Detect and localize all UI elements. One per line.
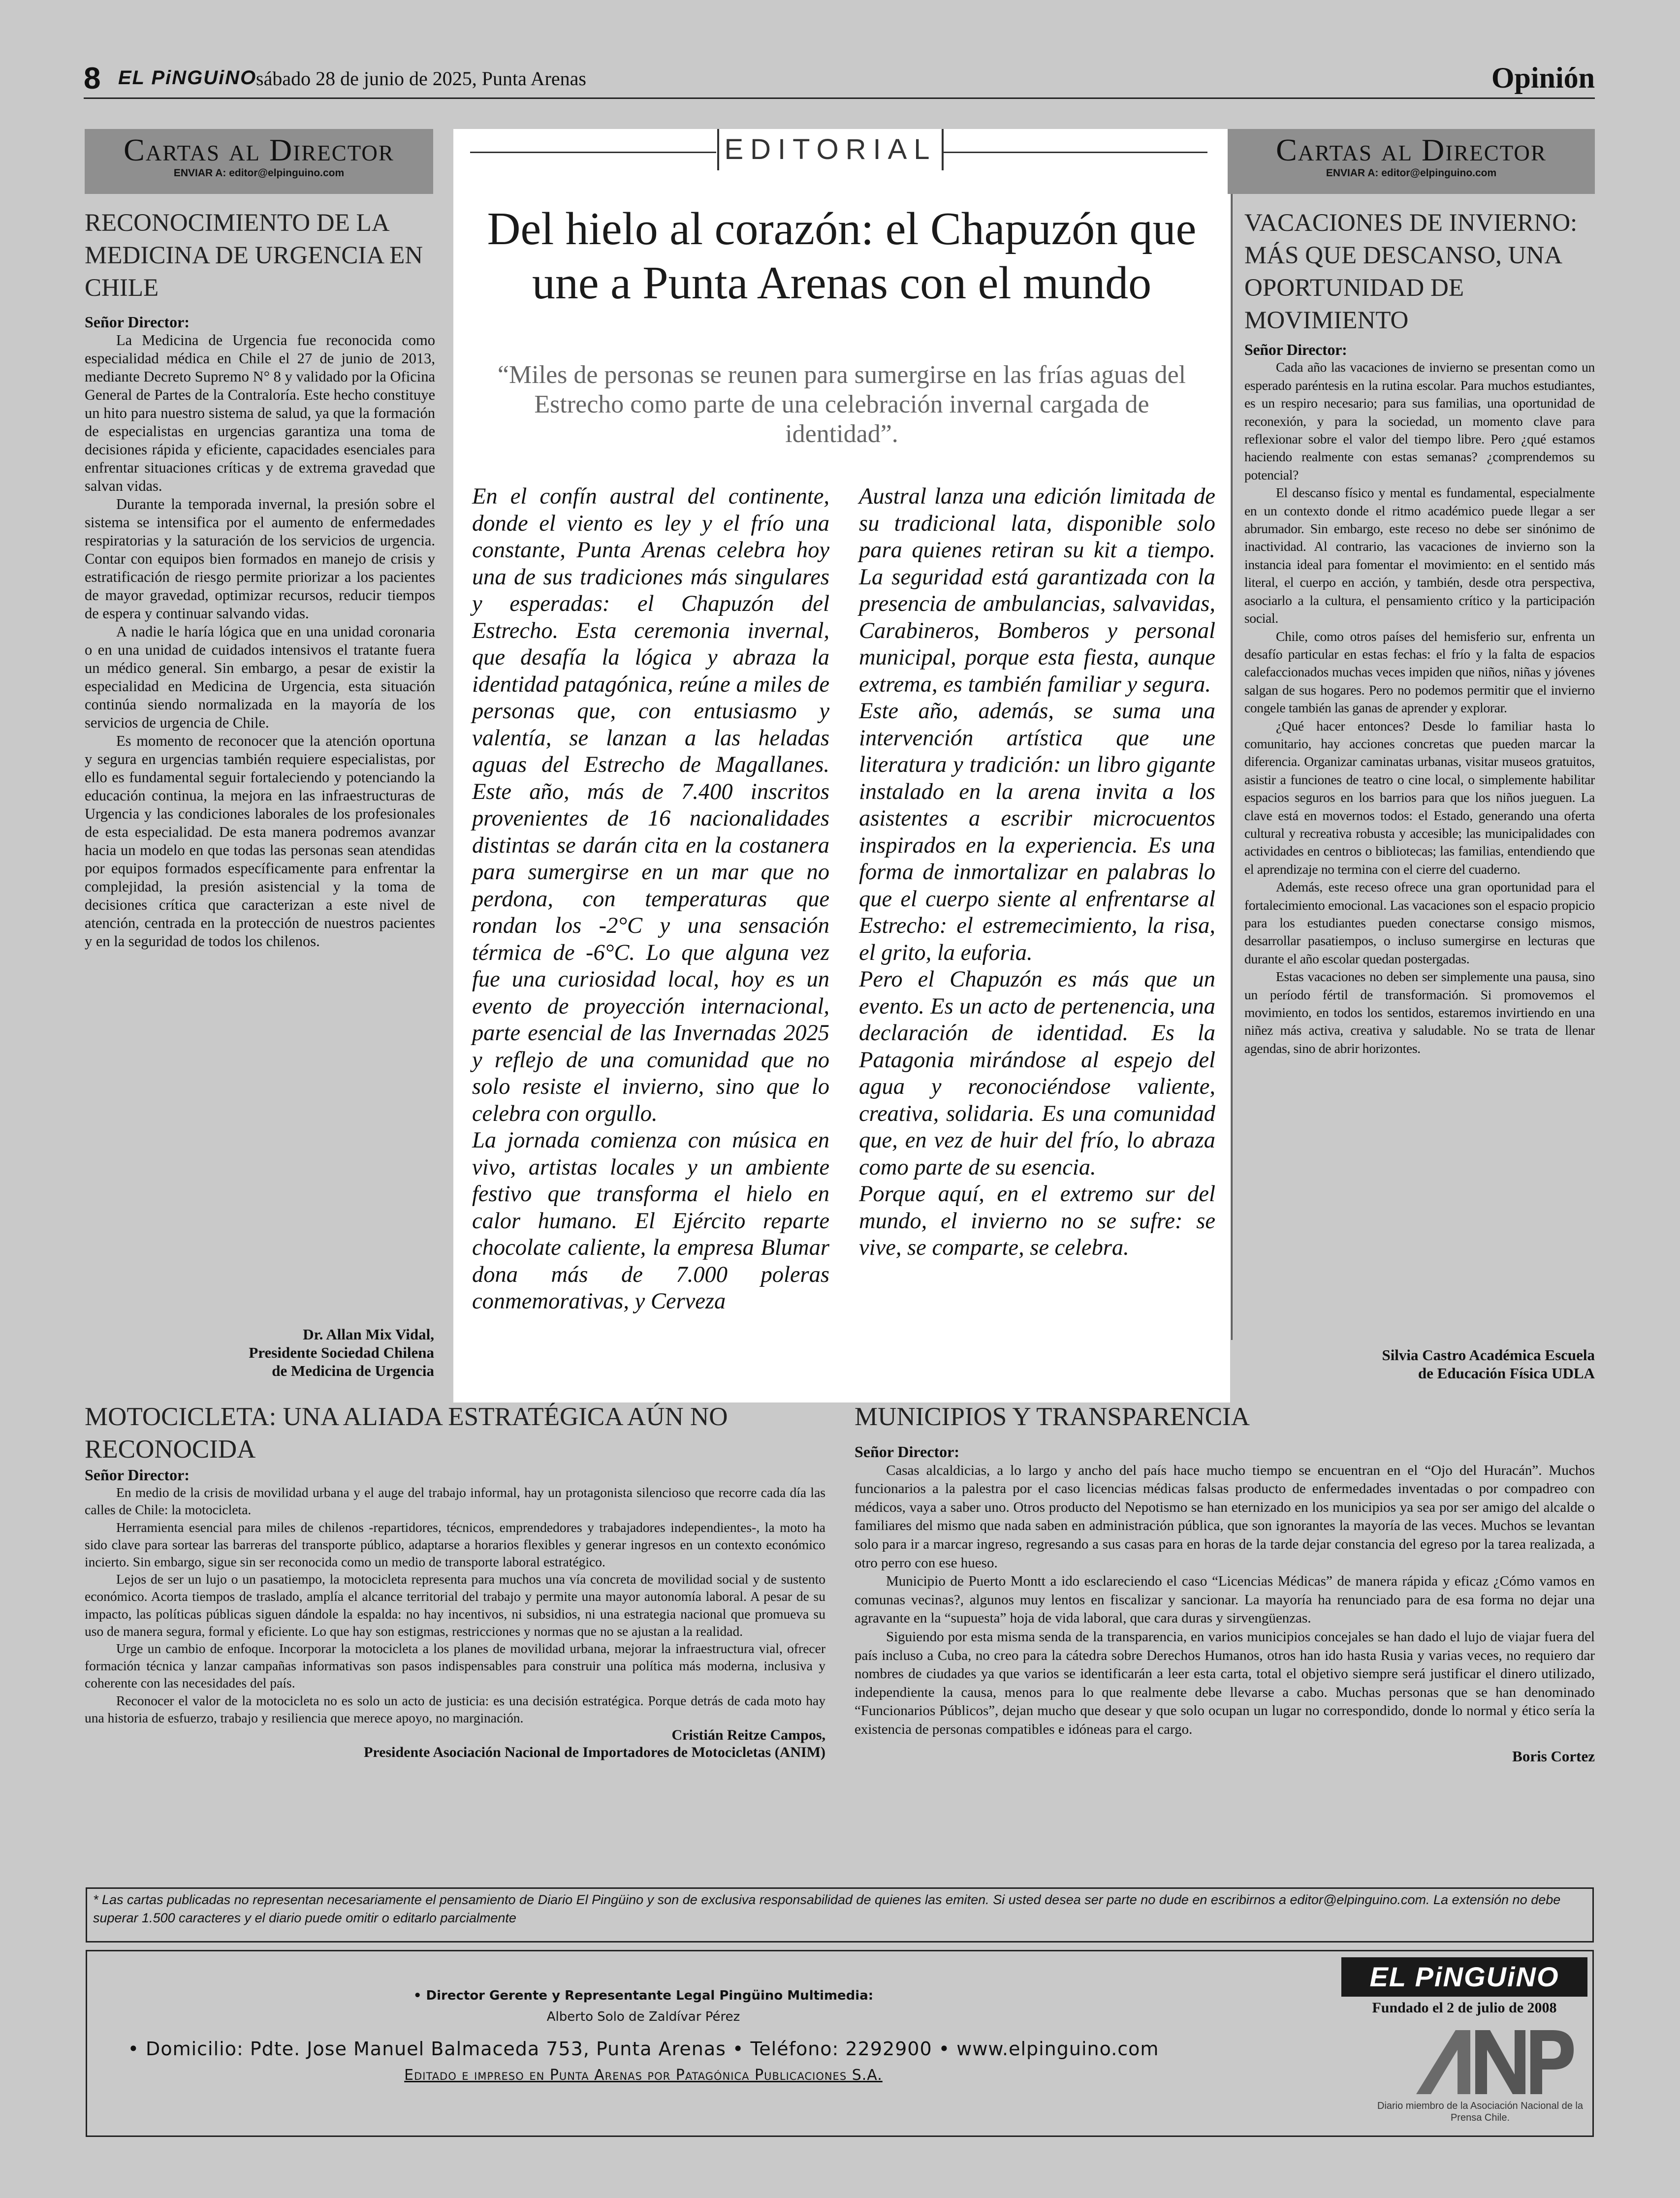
disclaimer-note: * Las cartas publicadas no representan necesariamente el pensamiento de Diario El Pingüino y son de exclusiva responsabilidad de quienes las emiten. Si usted desea ser parte no dude en escribirnos a editor@elpinguino.com. La extensión no debe superar 1.500 caracteres y el diario puede omitir o editarlo parcialmente xyxy=(86,1887,1594,1943)
letters-box-title: Cartas al Director xyxy=(1276,132,1547,167)
paragraph: Chile, como otros países del hemisferio sur, enfrenta un desafío particular en estas fechas: el frío y la falta de espacios calefaccionados muchas veces impiden que niños, niñas y jóvenes salgan de sus hogares. Pero no podemos permitir que el invierno congele también las ganas de aprender y explorar. xyxy=(1244,628,1595,716)
director-label: • Director Gerente y Representante Legal Pingüino Multimedia: xyxy=(413,1988,874,2003)
paragraph: Austral lanza una edición limitada de su tradicional lata, disponible solo para quienes retiran su kit a tiempo. La seguridad está garantizada con la presencia de ambulancias, salvavidas, Carabineros, Bomberos y personal municipal, porque esta fiesta, aunque extrema, es también familiar y segura. xyxy=(859,484,1215,697)
director-name: Alberto Solo de Zaldívar Pérez xyxy=(546,2009,740,2024)
divider xyxy=(1231,189,1233,1340)
paragraph: Herramienta esencial para miles de chilenos -repartidores, técnicos, emprendedores y trabajadores independientes-, la moto ha sido clave para sortear las barreras del transporte público, adaptarse a horarios flexibles y generar ingresos en un contexto económico incierto. Sin embargo, sigue sin ser reconocida como un medio de transporte laboral estratégico. xyxy=(85,1519,825,1570)
editorial-label-box xyxy=(717,129,944,170)
editorial-lead: “Miles de personas se reunen para sumergirse en las frías aguas del Estrecho como parte de una celebración invernal cargada de identidad”. xyxy=(497,361,1186,448)
letter-body xyxy=(1244,341,1595,1057)
letter-title: MOTOCICLETA: UNA ALIADA ESTRATÉGICA AÚN NO RECONOCIDA xyxy=(85,1402,728,1464)
page-number: 8 xyxy=(84,62,101,96)
paragraph: Estas vacaciones no deben ser simplemente una pausa, sino un período fértil de transformación. Si promovemos el movimiento, en todos los sentidos, estaremos invirtiendo en una niñez más activa, creativa y saludable. No se trata de llenar agendas, sino de abrir horizontes. xyxy=(1244,969,1595,1056)
paragraph: Lejos de ser un lujo o un pasatiempo, la motocicleta representa para muchos una vía concreta de movilidad social y de sustento económico. Acorta tiempos de traslado, amplía el alcance territorial del trabajo y permite una mayor autonomía laboral. A pesar de su impacto, las políticas públicas siguen dándole la espalda: no hay incentivos, ni subsidios, ni una estrategia nacional que promueva su uso de manera segura, formal y eficiente. Lo que hay son estigmas, restricciones y normas que no se ajustan a la realidad. xyxy=(85,1571,825,1639)
paragraph: La jornada comienza con música en vivo, artistas locales y un ambiente festivo que transforma el hielo en calor humano. El Ejército reparte chocolate caliente, la empresa Blumar dona más de 7.000 poleras conmemorativas, y Cerveza xyxy=(472,1128,829,1314)
paragraph: A nadie le haría lógica que en una unidad coronaria o en una unidad de cuidados intensivos el tratante fuera un médico general. Sin embargo, a pesar de existir la especialidad en Medicina de Urgencia, esta situación continúa siendo normalizada en la mayoría de los servicios de urgencia de Chile. xyxy=(85,623,435,731)
section-title: Opinión xyxy=(1491,62,1595,94)
right-letter-signature xyxy=(1244,1346,1595,1382)
paragraph: La Medicina de Urgencia fue reconocida como especialidad médica en Chile el 27 de junio de 2013, mediante Decreto Supremo N° 8 y validado por la Oficina General de Partes de la Contraloría. Este hecho constituye un hito para nuestro sistema de salud, ya que la formación de especialistas en urgencias garantiza una toma de decisiones rápida y eficiente, capacidades esenciales para enfrentar situaciones críticas y de extrema gravedad que salvan vidas. xyxy=(85,332,435,494)
right-letter xyxy=(1244,207,1595,1057)
paragraph: Es momento de reconocer que la atención oportuna y segura en urgencias también requiere especialistas, por ello es fundamental seguir fortaleciendo y potenciando la educación continua, la mejora en las infraestructuras de Urgencia y las condiciones laborales de los profesionales de esta especialidad. De esta manera podremos avanzar hacia un modelo en que todas las personas sean atendidas por equipos formados específicamente para enfrentar la complejidad, la presión asistencial y la toma de decisiones crítica que caracterizan a este nivel de atención, centrada en la protección de nuestros pacientes y en la seguridad de todos los chilenos. xyxy=(85,733,435,950)
signature-line: Cristián Reitze Campos, xyxy=(671,1727,825,1744)
editorial-label: EDITORIAL xyxy=(724,133,937,165)
paragraph: Casas alcaldicias, a lo largo y ancho del país hace mucho tiempo se encuentran en el “Ojo del Huracán”. Muchos funcionarios a la palestra por el caso licencias médicas falsas producto de enfermedades inventadas o por compadreo con médicos, vaya a saber uno. Otros producto del Nepotismo se han eternizado en los municipios ya sea por ser amigo del alcalde o familiares del mismo que nada saben en administración pública, que son ignorantes la mayoría de las veces. Muchos se levantan solo para ir a marcar ingreso, regresando a sus casas para en horas de la tarde dejar constancia del egreso por la tarea realizada, a otro perro con ese hueso. xyxy=(855,1462,1595,1571)
bottom-right-letter xyxy=(855,1401,1595,1765)
bottom-left-letter xyxy=(85,1401,825,1761)
left-letter-signature xyxy=(85,1325,434,1380)
editorial-title: Del hielo al corazón: el Chapuzón que une a Punta Arenas con el mundo xyxy=(487,203,1197,309)
paragraph: Pero el Chapuzón es más que un evento. Es un acto de pertenencia, una declaración de identidad. Es la Patagonia mirándose al espejo del agua y reconociéndose valiente, creativa, solidaria. Es una comunidad que, en vez de huir del frío, lo abraza como parte de su esencia. xyxy=(859,967,1215,1180)
publisher-line: Editado e impreso en Punta Arenas por Patagónica Publicaciones S.A. xyxy=(404,2067,883,2084)
letters-box-contact: ENVIAR A: editor@elpinguino.com xyxy=(1326,167,1497,179)
anp-logo-text: ANP xyxy=(1396,2020,1398,2021)
letter-title: VACACIONES DE INVIERNO: MÁS QUE DESCANSO, UNA OPORTUNIDAD DE MOVIMIENTO xyxy=(1244,209,1578,334)
paragraph: Siguiendo por esta misma senda de la transparencia, en varios municipios concejales se han dado el lujo de viajar fuera del país incluso a Cuba, no creo para la cátedra sobre Derechos Humanos, otros han ido hasta Rusia y varias veces, no requiero dar nombres de ciudades ya que varios se identificarán a leer esta carta, total el objetivo siempre será justificar el dinero utilizado, independiente la causa, menos para lo que realmente debe llevarse a cabo. Muchas personas que se han denominado “Funcionarios Públicos”, dejan mucho que desear y que solo ocupan un lugar no correspondido, donde lo normal y ético sería la existencia de personas compatibles e idóneas para el cargo. xyxy=(855,1628,1595,1737)
letter-greeting: Señor Director: xyxy=(855,1443,959,1461)
paragraph: Además, este receso ofrece una gran oportunidad para el fortalecimiento emocional. Las vacaciones son el espacio propicio para los estudiantes pueden conectarse consigo mismos, desarrollar pasatiempos, o incluso sumergirse en lecturas que durante el año escolar quedan postergadas. xyxy=(1244,879,1595,966)
letter-greeting: Señor Director: xyxy=(1244,341,1347,358)
paragraph: Reconocer el valor de la motocicleta no es solo un acto de justicia: es una decisión estratégica. Porque detrás de cada moto hay una historia de esfuerzo, trabajo y resiliencia que merece apoyo, no marginación. xyxy=(85,1692,825,1725)
paragraph: Cada año las vacaciones de invierno se presentan como un esperado paréntesis en la rutina escolar. Para muchos estudiantes, es un respiro necesario; para sus familias, una oportunidad de reconexión, y para la sociedad, un momento clave para reflexionar sobre el valor del tiempo libre. Pero ¿qué estamos haciendo realmente con estas semanas? ¿comprendemos su potencial? xyxy=(1244,359,1595,482)
signature-line: Presidente Sociedad Chilena xyxy=(249,1344,434,1361)
masthead: EL PiNGUiNO xyxy=(118,67,257,89)
letters-box-left xyxy=(85,129,433,194)
letters-box-contact: ENVIAR A: editor@elpinguino.com xyxy=(173,167,345,179)
letter-signature xyxy=(855,1747,1595,1765)
paragraph: Municipio de Puerto Montt a ido esclareciendo el caso “Licencias Médicas” de manera rápida y eficaz ¿Cómo vamos en comunas vecinas?, algunos muy lentos en fiscalizar y sancionar. La mayoría ha renunciado para de esa forma no dejar una agravante en la “supuesta” hoja de vida laboral, que cara duras y sirvengüenzas. xyxy=(855,1573,1595,1626)
paragraph: Este año, además, se suma una intervención artística que une literatura y tradición: un libro gigante instalado en la arena invita a los asistentes a escribir microcuentos inspirados en la experiencia. Es una forma de inmortalizar en palabras lo que el cuerpo siente al enfrentarse al Estrecho: el estremecimiento, la risa, el grito, la euforia. xyxy=(859,699,1215,965)
letter-body xyxy=(85,1466,825,1726)
paragraph: En el confín austral del continente, donde el viento es ley y el frío una constante, Punta Arenas celebra hoy una de sus tradiciones más singulares y esperadas: el Chapuzón del Estrecho. Esta ceremonia invernal, que desafía la lógica y abraza la identidad patagónica, reúne a miles de personas que, con entusiasmo y valentía, se lanzan a las heladas aguas del Estrecho de Magallanes. Este año, más de 7.400 inscritos provenientes de 16 nacionalidades distintas se darán cita en la costanera para sumergirse en un mar que no perdona, con temperaturas que rondan los -2°C y una sensación térmica de -6°C. Lo que alguna vez fue una curiosidad local, hoy es un evento de proyección internacional, parte esencial de las Invernadas 2025 y reflejo de una comunidad que no solo resiste el invierno, sino que lo celebra con orgullo. xyxy=(472,484,829,1126)
paragraph: En medio de la crisis de movilidad urbana y el auge del trabajo informal, hay un protagonista silencioso que recorre cada día las calles de Chile: la motocicleta. xyxy=(85,1485,825,1518)
signature-line: Presidente Asociación Nacional de Importadores de Motocicletas (ANIM) xyxy=(364,1744,825,1761)
letter-signature xyxy=(85,1726,825,1761)
letter-greeting: Señor Director: xyxy=(85,313,190,331)
paragraph: Porque aquí, en el extremo sur del mundo, el invierno no se sufre: se vive, se comparte, se celebra. xyxy=(859,1181,1215,1260)
signature-line: de Educación Física UDLA xyxy=(1418,1365,1595,1382)
page-footer xyxy=(86,1950,1594,2137)
newspaper-logo: EL PiNGUiNO xyxy=(1341,1957,1587,1997)
paragraph: ¿Qué hacer entonces? Desde lo familiar hasta lo comunitario, hay acciones concretas que pueden marcar la diferencia. Organizar caminatas urbanas, visitar museos gratuitos, asistir a funciones de teatro o cine local, o simplemente habilitar espacios seguros en los barrios para que los niños jueguen. La clave está en movernos todos: el Estado, generando una oferta cultural y recreativa robusta y accesible; las municipalidades con actividades en centros o bibliotecas; las familias, entendiendo que el aprendizaje no termina con el cierre del cuaderno. xyxy=(1244,718,1595,877)
signature-line: de Medicina de Urgencia xyxy=(272,1362,434,1379)
letters-box-right xyxy=(1228,129,1595,194)
date-line: sábado 28 de junio de 2025, Punta Arenas xyxy=(256,67,586,90)
letter-greeting: Señor Director: xyxy=(85,1466,190,1484)
editorial xyxy=(453,129,1230,1402)
signature-line: Dr. Allan Mix Vidal, xyxy=(303,1326,434,1343)
paragraph: El descanso físico y mental es fundamental, especialmente en un contexto donde el ritmo académico puede llegar a ser abrumador. Sin embargo, este receso no debe ser sinónimo de inactividad. Al contrario, las vacaciones de invierno son la instancia ideal para fomentar el movimiento: en el sentido más literal, el cuerpo en acción, y también, desde otra perspectiva, asociarlo a la cultura, el pensamiento crítico y la participación social. xyxy=(1244,485,1595,626)
letter-body xyxy=(85,313,435,951)
contact-line: • Domicilio: Pdte. Jose Manuel Balmaceda 753, Punta Arenas • Teléfono: 2292900 • www.elpinguino.com xyxy=(127,2038,1159,2060)
divider xyxy=(942,152,1207,153)
signature-line: Silvia Castro Académica Escuela xyxy=(1382,1346,1595,1364)
divider xyxy=(470,152,716,153)
signature-line: Boris Cortez xyxy=(1512,1747,1595,1765)
letter-body xyxy=(855,1443,1595,1739)
letter-title: RECONOCIMIENTO DE LA MEDICINA DE URGENCIA EN CHILE xyxy=(85,209,423,302)
paragraph: Durante la temporada invernal, la presión sobre el sistema se intensifica por el aumento de enfermedades respiratorias y la saturación de los servicios de urgencia. Contar con equipos bien formados en manejo de crisis y estratificación de riesgo permite priorizar a los pacientes de mayor gravedad, optimizar recursos, reducir tiempos de espera y continuar salvando vidas. xyxy=(85,496,435,622)
founded-line: Fundado el 2 de julio de 2008 xyxy=(1372,2000,1557,2016)
letters-box-title: Cartas al Director xyxy=(124,132,394,167)
editorial-column-1 xyxy=(472,483,829,1315)
editorial-column-2 xyxy=(859,483,1215,1262)
letter-title: MUNICIPIOS Y TRANSPARENCIA xyxy=(855,1402,1250,1431)
left-letter xyxy=(85,207,435,951)
anp-membership-text: Diario miembro de la Asociación Nacional de la Prensa Chile. xyxy=(1377,2101,1583,2123)
paragraph: Urge un cambio de enfoque. Incorporar la motocicleta a los planes de movilidad urbana, mejorar la infraestructura vial, ofrecer formación técnica y lanzar campañas informativas son pasos indispensables para construir una política más moderna, inclusiva y coherente con las necesidades del país. xyxy=(85,1641,825,1691)
page-header xyxy=(84,63,1595,99)
